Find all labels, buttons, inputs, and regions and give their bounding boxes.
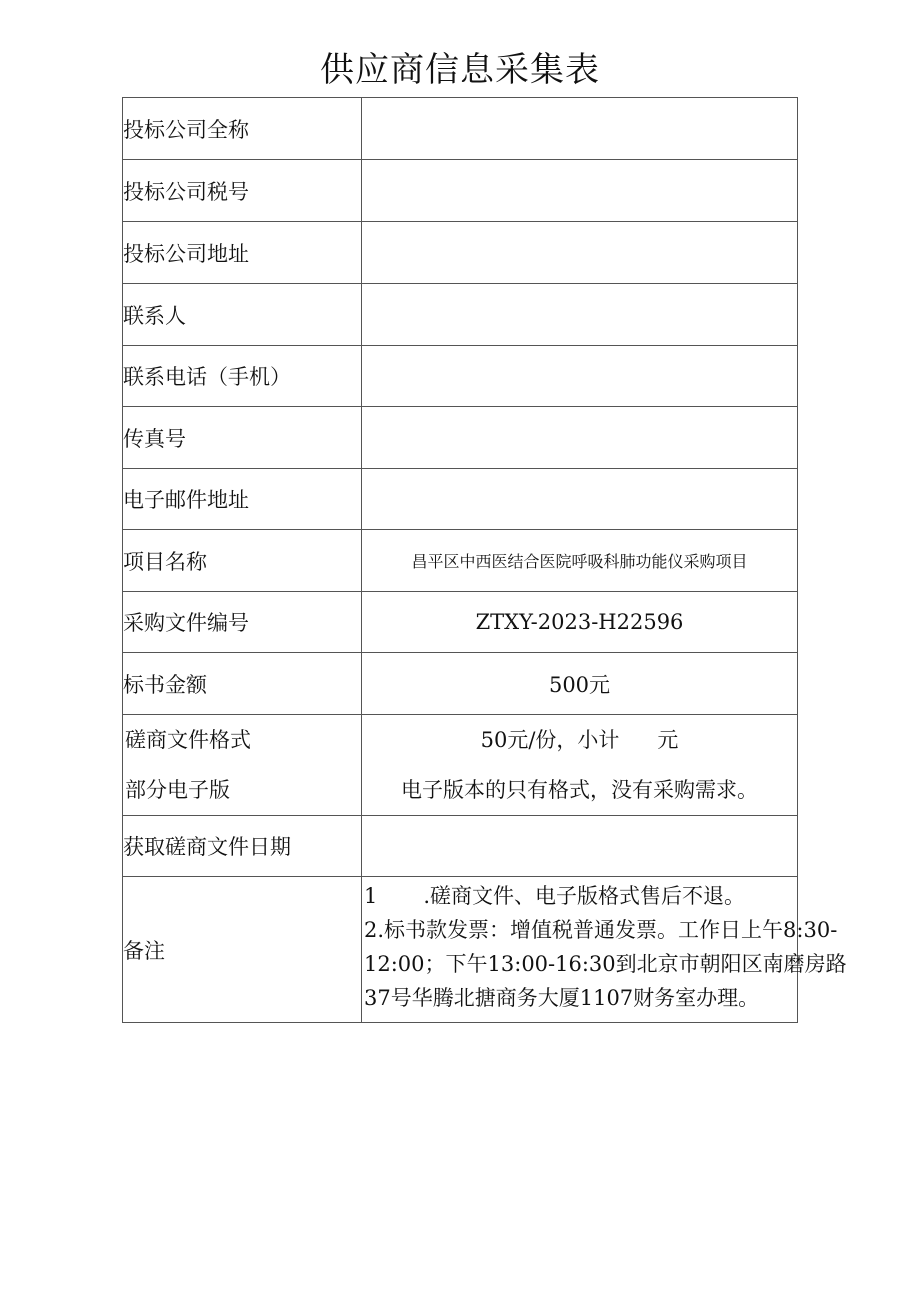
row-value-obtain-date[interactable] — [362, 816, 798, 877]
row-value-fax[interactable] — [362, 407, 798, 469]
table-row — [123, 160, 798, 222]
format-note-line: 电子版本的只有格式，没有采购需求。 — [401, 778, 758, 802]
format-label-line2: 部分电子版 — [125, 778, 230, 802]
note-line-3: 12:00；下午13:00-16:30到北京市朝阳区南磨房路 — [364, 952, 847, 976]
table-row — [123, 222, 798, 284]
row-value-notes — [362, 877, 847, 1023]
row-label-project-name: 项目名称 — [123, 530, 362, 592]
table-row — [123, 877, 798, 1023]
table-row — [123, 469, 798, 530]
row-label-email: 电子邮件地址 — [123, 469, 362, 530]
table-row — [123, 592, 798, 653]
note-1-number: 1 — [364, 884, 378, 908]
page-title: 供应商信息采集表 — [320, 50, 600, 90]
supplier-info-table — [122, 97, 847, 1023]
row-label-format — [123, 715, 362, 816]
table-row — [123, 284, 798, 346]
row-value-contact[interactable] — [362, 284, 798, 346]
note-line-4: 37号华腾北搪商务大厦1107财务室办理。 — [364, 986, 760, 1010]
row-value-email[interactable] — [362, 469, 798, 530]
table-row — [123, 715, 798, 816]
row-value-bid-amount: 500元 — [362, 653, 798, 715]
table-row — [123, 346, 798, 407]
table-row — [123, 530, 798, 592]
table-row — [123, 653, 798, 715]
row-value-address[interactable] — [362, 222, 798, 284]
format-price-line — [362, 715, 797, 765]
row-label-address: 投标公司地址 — [123, 222, 362, 284]
format-label-line1: 磋商文件格式 — [125, 728, 251, 752]
table-row — [123, 816, 798, 877]
row-label-tax-id: 投标公司税号 — [123, 160, 362, 222]
note-line-2: 2.标书款发票：增值税普通发票。工作日上午8:30- — [364, 918, 838, 942]
table-row — [123, 407, 798, 469]
row-label-notes: 备注 — [123, 877, 362, 1023]
row-label-fax: 传真号 — [123, 407, 362, 469]
row-value-tax-id[interactable] — [362, 160, 798, 222]
row-value-company-name[interactable] — [362, 98, 798, 160]
row-value-phone[interactable] — [362, 346, 798, 407]
row-label-doc-number: 采购文件编号 — [123, 592, 362, 653]
note-line-1 — [364, 879, 797, 913]
row-label-phone: 联系电话（手机） — [123, 346, 362, 407]
note-1-text: .磋商文件、电子版格式售后不退。 — [423, 884, 746, 908]
row-value-format — [362, 715, 798, 816]
row-label-bid-amount: 标书金额 — [123, 653, 362, 715]
table-row — [123, 98, 798, 160]
format-price: 50元/份，小计 — [480, 728, 620, 752]
row-label-obtain-date: 获取磋商文件日期 — [123, 816, 362, 877]
row-label-contact: 联系人 — [123, 284, 362, 346]
row-value-doc-number: ZTXY-2023-H22596 — [362, 592, 798, 653]
format-unit: 元 — [657, 728, 679, 752]
row-label-company-name: 投标公司全称 — [123, 98, 362, 160]
row-value-project-name: 昌平区中西医结合医院呼吸科肺功能仪采购项目 — [362, 530, 798, 592]
